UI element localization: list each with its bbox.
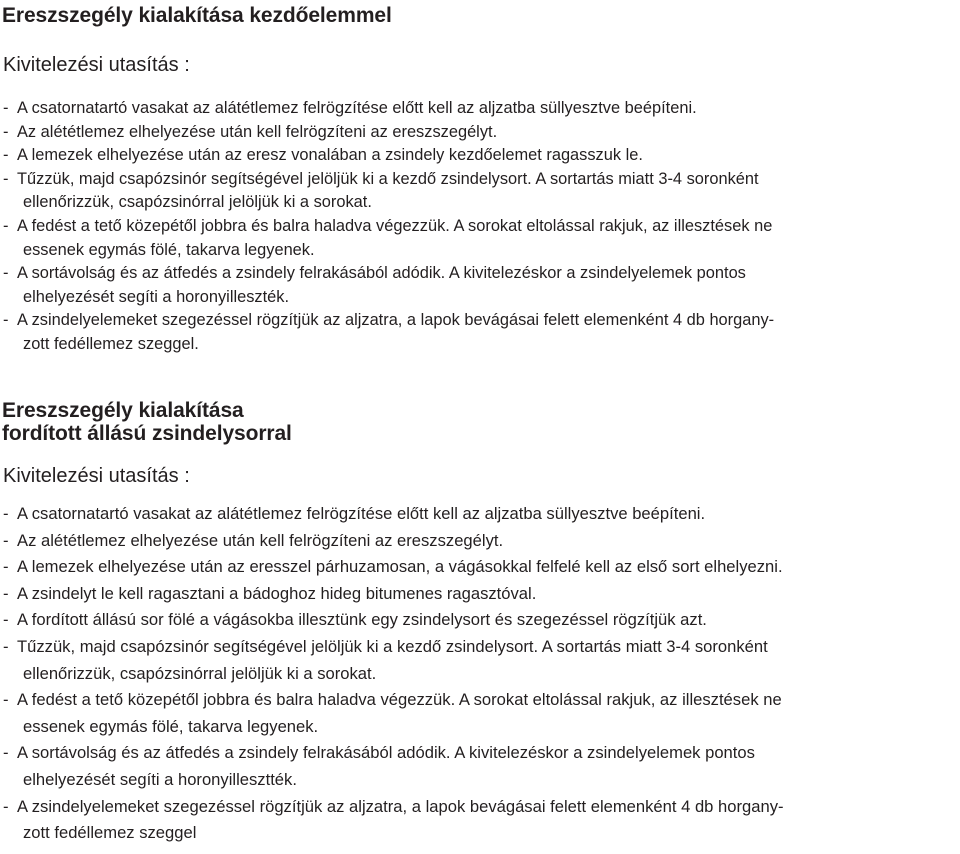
section1-instruction-list xyxy=(0,97,774,357)
list-item: - A csatornatartó vasakat az alátétlemez felrögzítése előtt kell az aljzatba süllyesztve beépíteni. xyxy=(3,504,706,523)
list-item: - Az alététlemez elhelyezése után kell felrögzíteni az ereszszegélyt. xyxy=(3,530,504,550)
list-item: - A zsindelyelemeket szegezéssel rögzítjük az aljzatra, a lapok bevágásai felett elemenként 4 db horgany- zott fedéllemez szeggel. xyxy=(3,311,775,353)
list-item: - A csatornatartó vasakat az alátétlemez felrögzítése előtt kell az aljzatba süllyesztve beépíteni. xyxy=(3,99,697,117)
list-item: - A fedést a tető közepétől jobbra és balra haladva végezzük. A sorokat eltolással rakjuk, az illesztések ne essenek egymás fölé, takarva legyenek. xyxy=(3,216,773,259)
section2-title-line1: Ereszszegély kialakítása xyxy=(2,399,244,422)
list-item: - Tűzzük, majd csapózsinór segítségével jelöljük ki a kezdő zsindelysort. A sortartás miatt 3-4 soronként ellenőrizzük, csapózsinórral jelöljük ki a sorokat. xyxy=(3,636,768,683)
list-item: - A zsindelyelemeket szegezéssel rögzítjük az aljzatra, a lapok bevágásai felett elemenként 4 db horgany- zott fedéllemez szeggel xyxy=(3,796,784,843)
section1-title: Ereszszegély kialakítása kezdőelemmel xyxy=(2,4,392,27)
section2-instruction-list xyxy=(0,501,784,847)
list-item: - A lemezek elhelyezése után az eresz vonalában a zsindely kezdőelemet ragasszuk le. xyxy=(3,146,643,165)
section1-subtitle: Kivitelezési utasítás : xyxy=(3,54,190,76)
section2-title-line2: fordított állású zsindelysorral xyxy=(2,422,292,445)
list-item: - Az alététlemez elhelyezése után kell felrögzíteni az ereszszegélyt. xyxy=(3,122,498,141)
section2-title xyxy=(0,399,292,445)
list-item: - A sortávolság és az átfedés a zsindely felrakásából adódik. A kivitelezéskor a zsindelyelemek pontos elhelyezését segíti a horonyillesztték. xyxy=(3,743,755,789)
list-item: - A fordított állású sor fölé a vágásokba illesztünk egy zsindelysort és szegezéssel rögzítjük azt. xyxy=(3,610,707,630)
list-item: - A zsindelyt le kell ragasztani a bádoghoz hideg bitumenes ragasztóval. xyxy=(3,583,537,603)
list-item: - A sortávolság és az átfedés a zsindely felrakásából adódik. A kivitelezéskor a zsindelyelemek pontos elhelyezését segíti a horonyilleszték. xyxy=(3,264,746,306)
list-item: - A lemezek elhelyezése után az eresszel párhuzamosan, a vágásokkal felfelé kell az első sort elhelyezni. xyxy=(3,557,783,577)
list-item: - A fedést a tető közepétől jobbra és balra haladva végezzük. A sorokat eltolással rakjuk, az illesztések ne essenek egymás fölé, takarva legyenek. xyxy=(3,690,782,736)
list-item: - Tűzzük, majd csapózsinór segítségével jelöljük ki a kezdő zsindelysort. A sortartás miatt 3-4 soronként ellenőrizzük, csapózsinórral jelöljük ki a sorokat. xyxy=(3,169,759,212)
section2-subtitle: Kivitelezési utasítás : xyxy=(3,465,190,487)
